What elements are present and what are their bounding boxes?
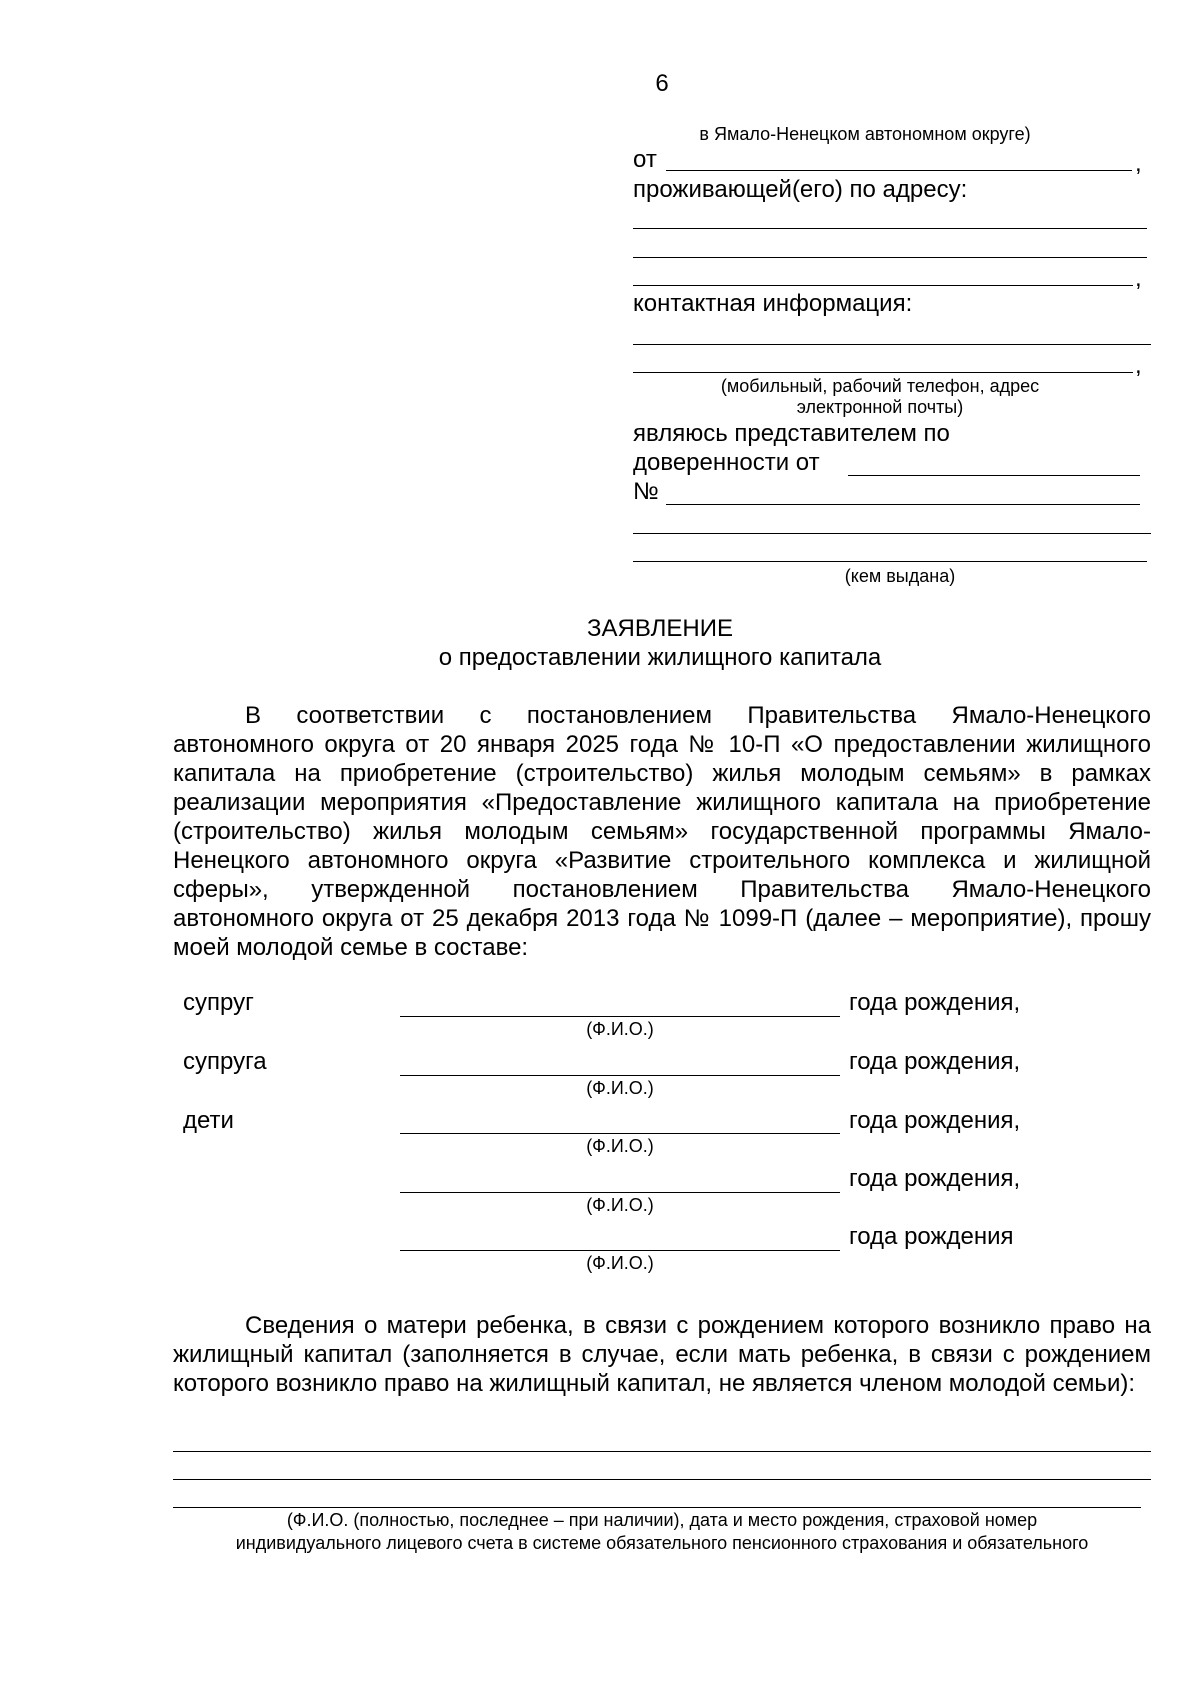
region-line: в Ямало-Ненецком автономном округе) [699,124,1031,144]
document-subtitle: о предоставлении жилищного капитала [438,644,882,671]
birth-year-label: года рождения, [849,989,1021,1016]
address-field-3[interactable] [633,285,1133,286]
family-label-children: дети [183,1107,234,1134]
mother-info-text: Сведения о матери ребенка, в связи с рождением которого возникло право на жилищный капитал (заполняется в случае, если мать ребенка, в связи с рождением которого возникло право на жилищный капитал, не является членом молодой семьи): [173,1312,1151,1397]
address-label: проживающей(его) по адресу: [633,176,968,203]
from-comma: , [1135,150,1142,177]
contact-comma: , [1135,352,1142,379]
address-comma: , [1135,265,1142,292]
birth-year-label: года рождения, [849,1107,1021,1134]
contact-hint: (мобильный, рабочий телефон, адрес электронной почты) [720,376,1040,417]
child-name-field-3[interactable] [400,1250,840,1251]
family-label-wife: супруга [183,1048,267,1075]
child-name-field-1[interactable] [400,1133,840,1134]
husband-name-field[interactable] [400,1016,840,1017]
child-name-field-2[interactable] [400,1192,840,1193]
from-field[interactable] [666,170,1132,171]
mother-info-hint-line-2: индивидуального лицевого счета в системе обязательного пенсионного страхования и обязательного [235,1533,1089,1553]
mother-info-field-3[interactable] [173,1507,1141,1508]
name-hint: (Ф.И.О.) [586,1078,654,1098]
issued-by-field-1[interactable] [633,533,1151,534]
page-number: 6 [655,70,669,97]
number-label: № [633,478,659,505]
address-field-2[interactable] [633,257,1147,258]
issued-by-hint: (кем выдана) [844,566,956,586]
number-field[interactable] [666,504,1140,505]
name-hint: (Ф.И.О.) [586,1136,654,1156]
power-of-attorney-date-field[interactable] [848,475,1140,476]
contact-label: контактная информация: [633,290,913,317]
birth-year-label: года рождения, [849,1165,1021,1192]
from-label: от [633,146,657,173]
mother-info-hint-line-1: (Ф.И.О. (полностью, последнее – при наличии), дата и место рождения, страховой номер [286,1510,1038,1530]
birth-year-label: года рождения, [849,1048,1021,1075]
issued-by-field-2[interactable] [633,561,1147,562]
name-hint: (Ф.И.О.) [586,1019,654,1039]
mother-info-paragraph [173,1311,1151,1398]
wife-name-field[interactable] [400,1075,840,1076]
address-field-1[interactable] [633,228,1147,229]
mother-info-field-1[interactable] [173,1451,1151,1452]
family-label-husband: супруг [183,989,254,1016]
main-paragraph [173,701,1151,962]
name-hint: (Ф.И.О.) [586,1195,654,1215]
main-paragraph-text: В соответствии с постановлением Правительства Ямало-Ненецкого автономного округа от 20 января 2025 года № 10-П «О предоставлении жилищного капитала на приобретение (строительство) жилья молодым семьям» в рамках реализации мероприятия «Предоставление жилищного капитала на приобретение (строительство) жилья молодым семьям» государственной программы Ямало-Ненецкого автономного округа «Развитие строительного комплекса и жилищной сферы», утвержденной постановлением Правительства Ямало-Ненецкого автономного округа от 25 декабря 2013 года № 1099-П (далее – мероприятие), прошу моей молодой семье в составе: [173,702,1151,961]
name-hint: (Ф.И.О.) [586,1253,654,1273]
power-of-attorney-label: доверенности от [633,449,820,476]
representative-line: являюсь представителем по [633,420,950,447]
document-title: ЗАЯВЛЕНИЕ [587,615,733,642]
mother-info-field-2[interactable] [173,1479,1151,1480]
contact-field-1[interactable] [633,344,1151,345]
contact-field-2[interactable] [633,372,1133,373]
birth-year-label: года рождения [849,1223,1014,1250]
